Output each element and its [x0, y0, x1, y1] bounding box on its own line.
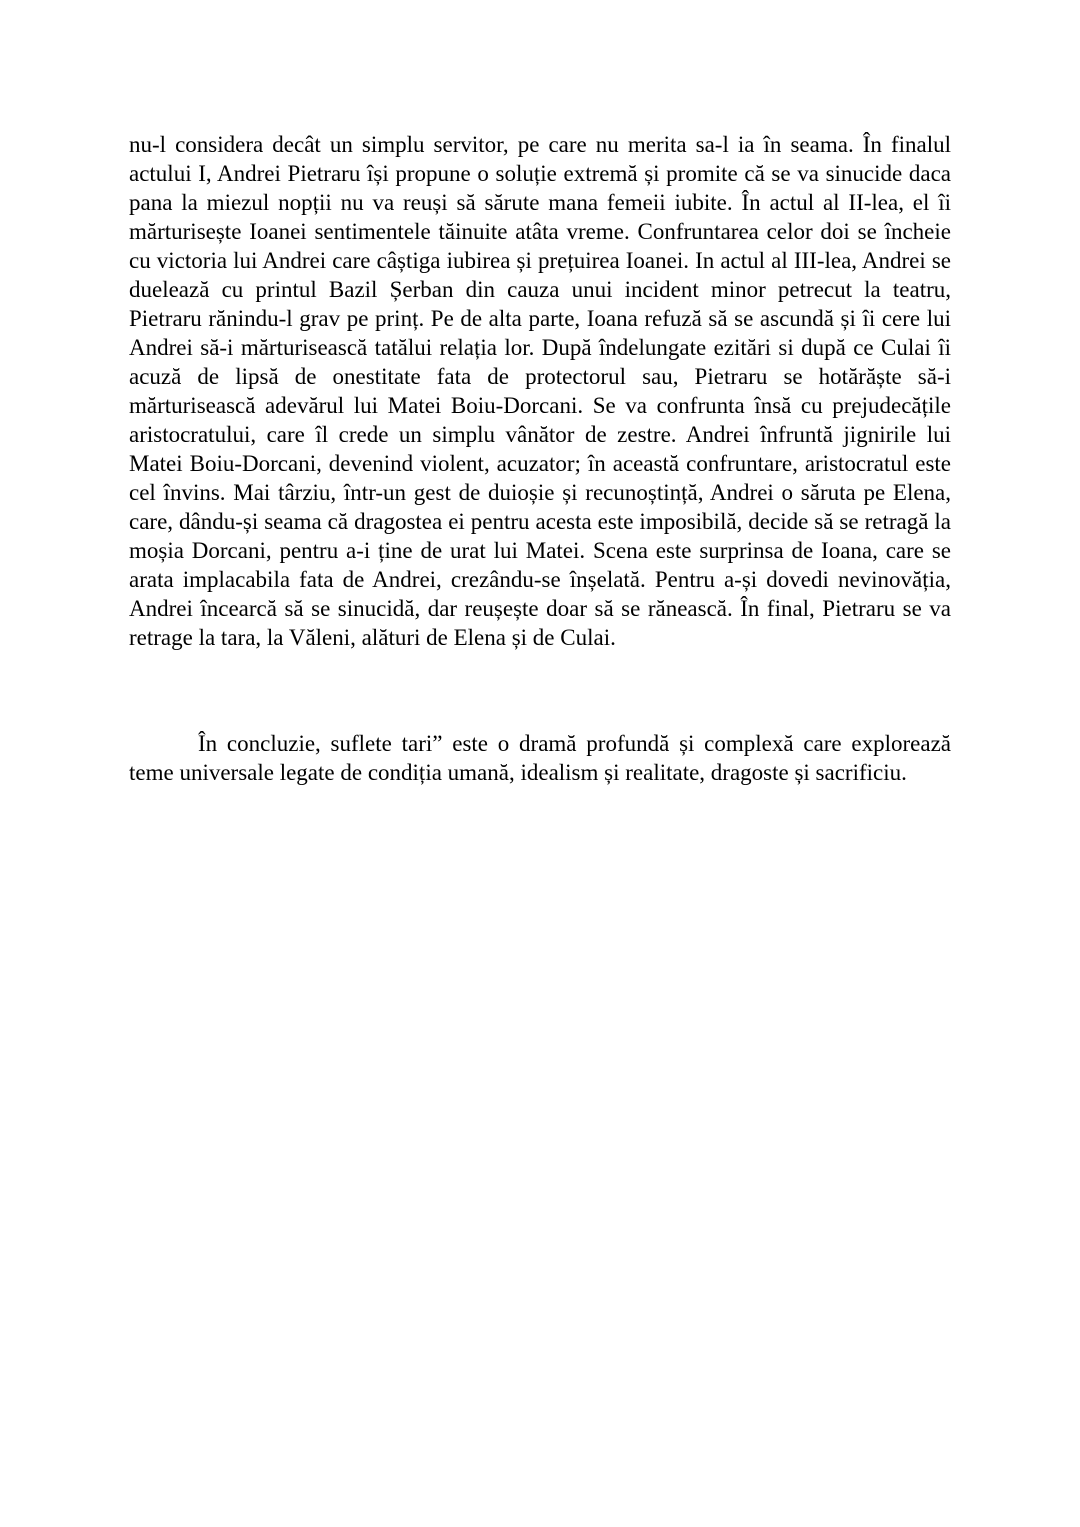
body-paragraph-plot-summary: nu-l considera decât un simplu servitor, pe care nu merita sa-l ia în seama. În finalul actului I, Andrei Pietraru își propune o soluție extremă și promite că se va sinucide daca pana la miezul nopții nu va reuși să sărute mana femeii iubite. În actul al II-lea, el îi mărturisește Ioanei sentimentele tăinuite atâta vreme. Confruntarea celor doi se încheie cu victoria lui Andrei care câștiga iubirea și prețuirea Ioanei. In actul al III-lea, Andrei se duelează cu printul Bazil Șerban din cauza unui incident minor petrecut la teatru, Pietraru rănindu-l grav pe prinț. Pe de alta parte, Ioana refuză să se ascundă și îi cere lui Andrei să-i mărturisească tatălui relația lor. După îndelungate ezitări si după ce Culai îi acuză de lipsă de onestitate fata de protectorul sau, Pietraru se hotărăște să-i mărturisească adevărul lui Matei Boiu-Dorcani. Se va confrunta însă cu prejudecățile aristocratului, care îl crede un simplu vânător de zestre. Andrei înfruntă jignirile lui Matei Boiu-Dorcani, devenind violent, acuzator; în această confruntare, aristocratul este cel învins. Mai târziu, într-un gest de duioșie și recunoștință, Andrei o săruta pe Elena, care, dându-și seama că dragostea ei pentru acesta este imposibilă, decide să se retragă la moșia Dorcani, pentru a-i ține de urat lui Matei. Scena este surprinsa de Ioana, care se arata implacabila fata de Andrei, crezându-se înșelată. Pentru a-și dovedi nevinovăția, Andrei încearcă să se sinucidă, dar reușește doar să se rănească. În final, Pietraru se va retrage la tara, la Văleni, alături de Elena și de Culai.: [129, 132, 951, 650]
body-paragraph-conclusion: În concluzie, suflete tari” este o dramă profundă și complexă care explorează teme universale legate de condiția umană, idealism și realitate, dragoste și sacrificiu.: [129, 731, 951, 785]
